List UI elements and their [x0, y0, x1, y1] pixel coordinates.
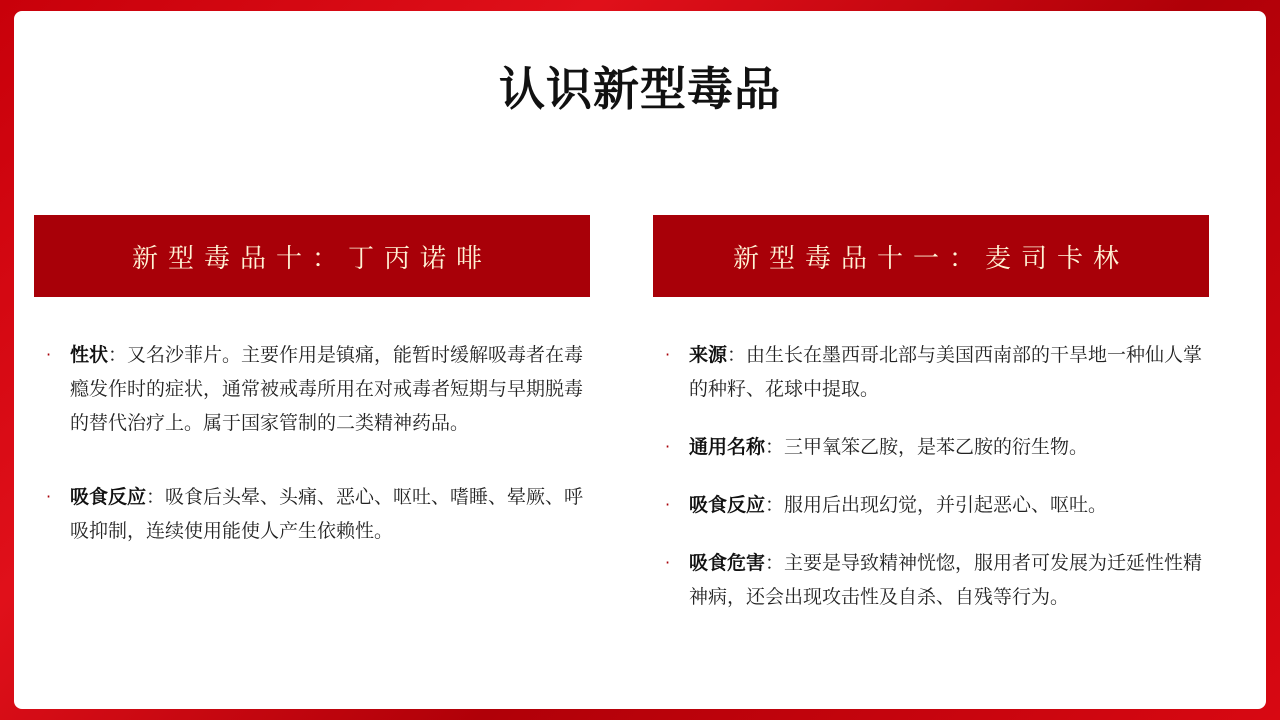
item-text: 又名沙菲片。主要作用是镇痛，能暂时缓解吸毒者在毒瘾发作时的症状，通常被戒毒所用在对戒毒者短期与早期脱毒的替代治疗上。属于国家管制的二类精神药品。	[70, 344, 584, 434]
right-panel-header: 新型毒品十一：麦司卡林	[653, 215, 1209, 297]
item-label: 吸食反应	[70, 486, 147, 508]
item-text: 吸食后头晕、头痛、恶心、呕吐、嗜睡、晕厥、呼吸抑制，连续使用能使人产生依赖性。	[70, 486, 584, 542]
item-label: 吸食反应	[689, 494, 766, 516]
item-separator: ：	[765, 494, 785, 516]
bullet-icon: ·	[46, 487, 52, 506]
bullet-icon: ·	[46, 345, 52, 364]
item-label: 来源	[689, 344, 728, 366]
item-label: 吸食危害	[689, 552, 766, 574]
bullet-icon: ·	[665, 495, 671, 514]
list-item	[665, 338, 1205, 406]
item-separator: ：	[108, 344, 128, 366]
right-panel-items	[665, 338, 1205, 638]
page-title: 认识新型毒品	[499, 62, 781, 116]
bullet-icon: ·	[665, 553, 671, 572]
list-item	[46, 480, 586, 548]
list-item	[665, 488, 1205, 522]
item-separator: ：	[765, 552, 785, 574]
item-text: 服用后出现幻觉，并引起恶心、呕吐。	[784, 494, 1108, 516]
list-item	[665, 546, 1205, 614]
item-text: 由生长在墨西哥北部与美国西南部的干旱地一种仙人掌的种籽、花球中提取。	[689, 344, 1203, 400]
bullet-icon: ·	[665, 437, 671, 456]
item-separator: ：	[765, 436, 785, 458]
bullet-icon: ·	[665, 345, 671, 364]
item-label: 通用名称	[689, 436, 766, 458]
item-label: 性状	[70, 344, 109, 366]
item-text: 三甲氧笨乙胺，是苯乙胺的衍生物。	[784, 436, 1089, 458]
item-text: 主要是导致精神恍惚，服用者可发展为迁延性性精神病，还会出现攻击性及自杀、自残等行为。	[689, 552, 1203, 608]
left-panel-header: 新型毒品十：丁丙诺啡	[34, 215, 590, 297]
list-item	[46, 338, 586, 440]
item-separator: ：	[146, 486, 166, 508]
item-separator: ：	[727, 344, 747, 366]
list-item	[665, 430, 1205, 464]
left-panel-items	[46, 338, 586, 572]
